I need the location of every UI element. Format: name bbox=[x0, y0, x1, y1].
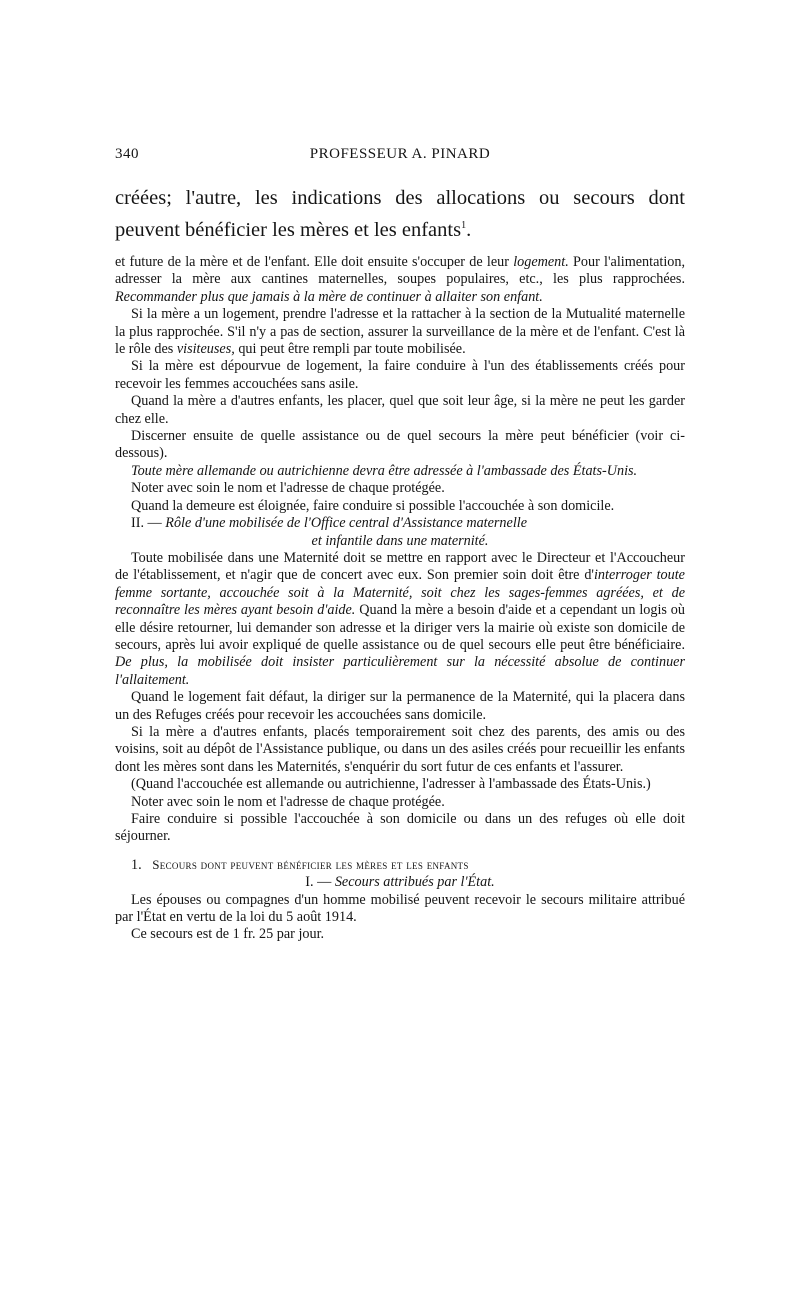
spacer bbox=[115, 846, 685, 856]
page-header bbox=[115, 146, 685, 170]
lead-paragraph bbox=[115, 184, 685, 244]
footnote-title: Secours dont peuvent bénéficier les mères et les enfants bbox=[152, 856, 469, 872]
footnote-paragraph-2: Ce secours est de 1 fr. 25 par jour. bbox=[131, 926, 325, 943]
paragraph-7: Noter avec soin le nom et l'adresse de chaque protégée. bbox=[131, 480, 445, 497]
paragraph-13: Noter avec soin le nom et l'adresse de chaque protégée. bbox=[131, 793, 445, 810]
italic-run: interroger toute femme sortante, accouchée soit à la Maternité, soit chez les sages-femmes agréées, et de reconnaître les mères ayant besoin d'aide. bbox=[115, 567, 685, 619]
text-run: Si la mère a un logement, prendre l'adresse et la rattacher à la section de la Mutualité maternelle la plus rapprochée. S'il n'y a pas de section, assurer la surveillance de la mère et de l'enfant. C'est là le rôle des bbox=[115, 306, 685, 358]
italic-run: logement. bbox=[513, 254, 569, 270]
heading-number: II. — bbox=[131, 515, 166, 532]
heading-line-2: et infantile dans une maternité. bbox=[311, 532, 489, 549]
paragraph-14: Faire conduire si possible l'accouchée à son domicile ou dans un des refuges où elle doit séjourner. bbox=[115, 811, 685, 845]
text-run: Pour l'alimentation, adresser la mère aux cantines maternelles, soupes populaires, etc., les plus rapprochées. bbox=[115, 254, 686, 288]
paragraph-8: Quand la demeure est éloignée, faire conduire si possible l'accouchée à son domicile. bbox=[131, 497, 615, 514]
text-run: Toute mobilisée dans une Maternité doit se mettre en rapport avec le Directeur et l'Accoucheur de l'établissement, et n'agir que de concert avec eux. Son premier soin doit être d' bbox=[115, 549, 685, 584]
text-run: qui peut être rempli par toute mobilisée. bbox=[234, 341, 466, 358]
paragraph-4: Quand la mère a d'autres enfants, les placer, quel que soit leur âge, si la mère ne peut les garder chez elle. bbox=[115, 393, 685, 427]
text-run: et future de la mère et de l'enfant. Elle doit ensuite s'occuper de leur bbox=[115, 254, 514, 270]
footnote-number: 1. bbox=[131, 856, 142, 873]
footnote-paragraph-1: Les épouses ou compagnes d'un homme mobilisé peuvent recevoir le secours militaire attribué par l'État en vertu de la loi du 5 août 1914. bbox=[115, 891, 685, 926]
page-number: 340 bbox=[115, 146, 139, 162]
italic-run: Recommander plus que jamais à la mère de continuer à allaiter son enfant. bbox=[115, 288, 543, 305]
subheading-number: I. — bbox=[305, 874, 335, 891]
paragraph-2 bbox=[115, 306, 685, 358]
subheading-title: Secours attribués par l'État. bbox=[334, 874, 495, 891]
paragraph-5: Discerner ensuite de quelle assistance ou de quel secours la mère peut bénéficier (voir ci-dessous). bbox=[115, 428, 685, 462]
footnote-mark: 1 bbox=[461, 220, 467, 231]
paragraph-10: Quand le logement fait défaut, la diriger sur la permanence de la Maternité, qui la placera dans un des Refuges créés pour recevoir les accouchées sans domicile. bbox=[115, 689, 685, 723]
italic-run: De plus, la mobilisée doit insister particulièrement sur la nécessité absolue de continuer l'allaitement. bbox=[115, 654, 685, 688]
paragraph-11: Si la mère a d'autres enfants, placés temporairement soit chez des parents, des amis ou des voisins, soit au dépôt de l'Assistance publique, ou dans un des asiles créés pour recueillir les enfants dont les mères sont dans les Maternités, s'enquérir du sort futur de ces enfants et l'assurer. bbox=[115, 723, 685, 775]
section-heading-ii bbox=[115, 515, 685, 532]
lead-text: créées; l'autre, les indications des allocations ou secours dont peuvent bénéficier les mères et les enfants bbox=[115, 187, 685, 241]
footnote-subheading bbox=[115, 874, 685, 891]
paragraph-6 bbox=[115, 463, 685, 480]
paragraph-1 bbox=[115, 254, 685, 306]
paragraph-12: (Quand l'accouchée est allemande ou autrichienne, l'adresser à l'ambassade des États-Unis.) bbox=[131, 776, 651, 793]
italic-run: Toute mère allemande ou autrichienne devra être adressée à l'ambassade des États-Unis. bbox=[131, 462, 638, 479]
paragraph-3: Si la mère est dépourvue de logement, la faire conduire à l'un des établissements créés pour recevoir les femmes accouchées sans asile. bbox=[115, 358, 685, 392]
footnote-heading bbox=[115, 856, 685, 874]
paragraph-9 bbox=[115, 550, 685, 689]
section-heading-ii-cont bbox=[115, 533, 685, 550]
text-run: Quand la mère a besoin d'aide et a cependant un logis où elle désire retourner, lui demander son adresse et la diriger vers la mairie où existe son domicile de secours, après lui avoir expliqué de quelle assistance ou de quel secours elle peut être bénéficiaire. bbox=[115, 602, 685, 653]
running-title: PROFESSEUR A. PINARD bbox=[309, 146, 491, 162]
heading-line-1: Rôle d'une mobilisée de l'Office central d'Assistance maternelle bbox=[165, 515, 528, 532]
italic-run: visiteuses, bbox=[176, 341, 235, 358]
body-text bbox=[115, 254, 685, 944]
lead-end: . bbox=[466, 218, 472, 241]
